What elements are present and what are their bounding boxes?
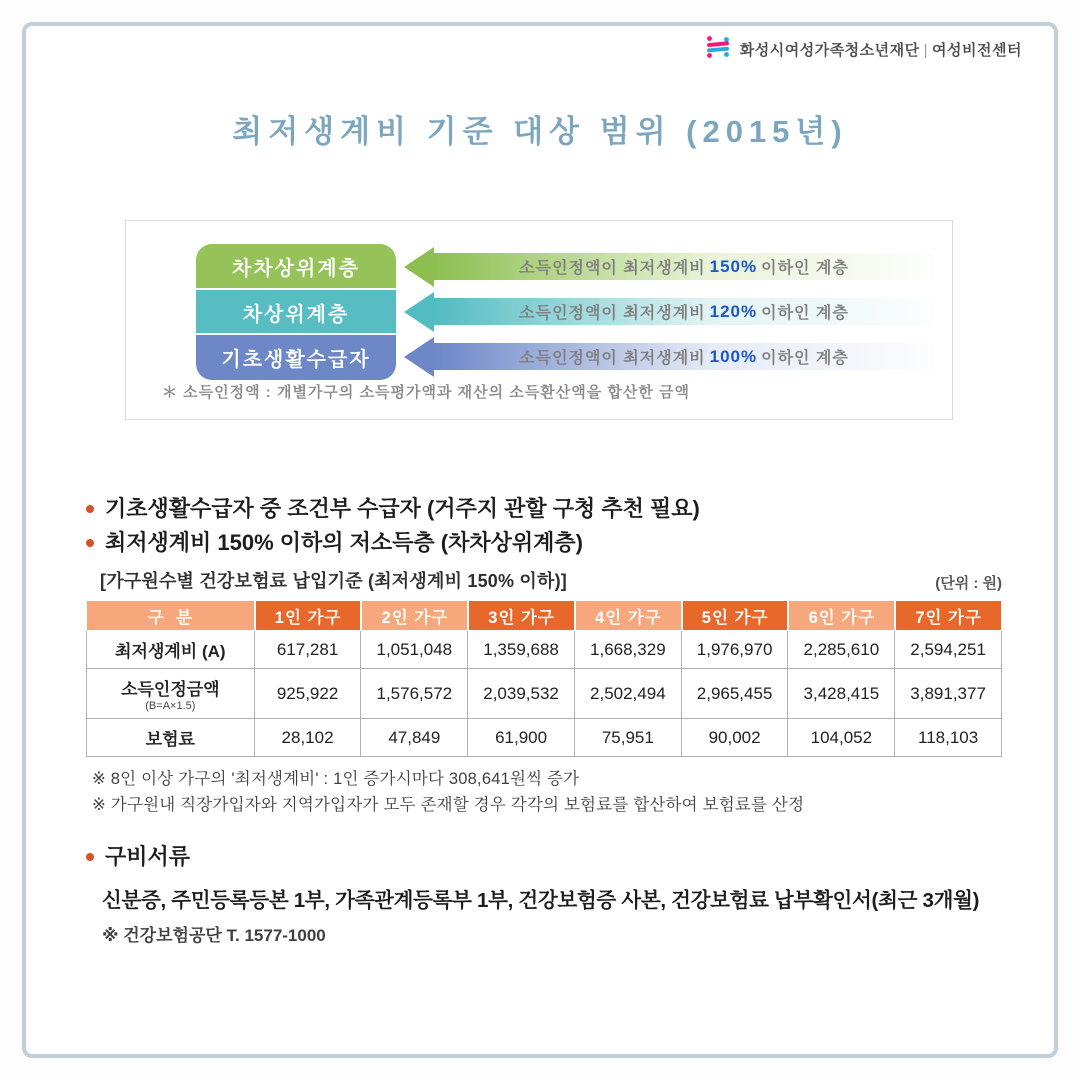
col-header-2in: 2인 가구 xyxy=(361,600,468,631)
row-label-text: 최저생계비 (A) xyxy=(115,642,226,661)
col-header-1in: 1인 가구 xyxy=(255,600,362,631)
table-notes xyxy=(86,766,1002,818)
foundation-logo-icon xyxy=(705,34,731,65)
documents-heading-line xyxy=(86,840,1002,874)
row-label-text: 소득인정금액 xyxy=(121,680,220,699)
table-caption: [가구원수별 건강보험료 납입기준 (최저생계비 150% 이하)] xyxy=(100,571,567,591)
tier-arrow-100 xyxy=(404,337,934,377)
table-cell: 90,002 xyxy=(682,719,789,757)
table-cell: 925,922 xyxy=(255,669,362,719)
required-documents-section xyxy=(86,840,1002,946)
table-cell: 2,502,494 xyxy=(575,669,682,719)
documents-heading: 구비서류 xyxy=(105,844,191,870)
bullet-text: 기초생활수급자 중 조건부 수급자 (거주지 관할 구청 추천 필요) xyxy=(105,496,700,521)
tier-row-150 xyxy=(196,244,934,289)
table-cell: 2,039,532 xyxy=(468,669,575,719)
table-cell: 61,900 xyxy=(468,719,575,757)
tier-percent-150: 150% xyxy=(709,256,758,276)
tier-row-120 xyxy=(196,289,934,334)
col-header-gubun: 구 분 xyxy=(86,600,255,631)
table-cell: 2,965,455 xyxy=(682,669,789,719)
row-label-premium xyxy=(86,719,255,757)
row-label-sub: (B=A×1.5) xyxy=(145,700,196,712)
tier-arrow-120 xyxy=(404,292,934,332)
table-cell: 1,359,688 xyxy=(468,631,575,669)
documents-list: 신분증, 주민등록등본 1부, 가족관계등록부 1부, 건강보험증 사본, 건강보험료 납부확인서(최근 3개월) xyxy=(102,889,980,913)
col-header-7in: 7인 가구 xyxy=(895,600,1002,631)
brand-separator: | xyxy=(923,42,929,59)
brand-header xyxy=(705,34,1022,65)
table-cell: 3,891,377 xyxy=(895,669,1002,719)
table-unit-label: (단위 : 원) xyxy=(935,575,1002,592)
table-cell: 1,576,572 xyxy=(361,669,468,719)
tier-row-100 xyxy=(196,334,934,379)
table-cell: 118,103 xyxy=(895,719,1002,757)
row-label-text: 보험료 xyxy=(145,730,195,750)
org-name: 화성시여성가족청소년재단 xyxy=(739,42,920,59)
documents-phone-note: ※ 건강보험공단 T. 1577-1000 xyxy=(102,926,326,946)
col-header-3in: 3인 가구 xyxy=(468,600,575,631)
table-cell: 2,285,610 xyxy=(788,631,895,669)
table-cell: 2,594,251 xyxy=(895,631,1002,669)
table-cell: 47,849 xyxy=(361,719,468,757)
insurance-table xyxy=(86,600,1002,757)
brand-text xyxy=(740,39,1022,60)
bullet-low-income xyxy=(86,526,1002,560)
table-cell: 28,102 xyxy=(255,719,362,757)
page-title: 최저생계비 기준 대상 범위 (2015년) xyxy=(232,114,848,149)
tier-desc-prefix: 소득인정액이 최저생계비 xyxy=(519,350,706,367)
tier-label-chasangwi: 차상위계층 xyxy=(196,288,396,335)
row-label-recognized-income xyxy=(86,669,255,719)
row-label-minimum-cost xyxy=(86,631,255,669)
tier-rows xyxy=(196,244,934,379)
table-caption-row xyxy=(100,567,1002,593)
tier-desc-120 xyxy=(434,298,934,325)
bullet-text: 최저생계비 150% 이하의 저소득층 (차차상위계층) xyxy=(105,530,583,555)
tier-percent-100: 100% xyxy=(709,346,758,366)
left-arrow-icon xyxy=(404,247,434,287)
left-arrow-icon xyxy=(404,337,434,377)
col-header-6in: 6인 가구 xyxy=(788,600,895,631)
main-content xyxy=(86,492,1002,946)
tier-desc-prefix: 소득인정액이 최저생계비 xyxy=(519,260,706,277)
page-card xyxy=(22,22,1058,1058)
income-recognition-footnote: ＊ 소득인정액 : 개별가구의 소득평가액과 재산의 소득환산액을 합산한 금액 xyxy=(162,384,691,401)
left-arrow-icon xyxy=(404,292,434,332)
tier-diagram xyxy=(125,220,953,420)
table-cell: 3,428,415 xyxy=(788,669,895,719)
tier-desc-suffix: 이하인 계층 xyxy=(761,260,849,277)
bullet-conditional-recipient xyxy=(86,492,1002,526)
table-note-combined-premium: ※ 가구원내 직장가입자와 지역가입자가 모두 존재할 경우 각각의 보험료를 합산하여 보험료를 산정 xyxy=(92,796,805,815)
table-cell: 1,976,970 xyxy=(682,631,789,669)
tier-percent-120: 120% xyxy=(709,301,758,321)
center-name: 여성비전센터 xyxy=(932,42,1022,59)
tier-desc-150 xyxy=(434,253,934,280)
tier-desc-suffix: 이하인 계층 xyxy=(761,350,849,367)
table-cell: 75,951 xyxy=(575,719,682,757)
tier-label-gicho: 기초생활수급자 xyxy=(196,333,396,380)
table-note-8in: ※ 8인 이상 가구의 '최저생계비' : 1인 증가시마다 308,641원씩 증가 xyxy=(92,770,580,789)
table-cell: 1,668,329 xyxy=(575,631,682,669)
table-cell: 104,052 xyxy=(788,719,895,757)
tier-desc-100 xyxy=(434,343,934,370)
table-cell: 617,281 xyxy=(255,631,362,669)
bullet-dot-icon xyxy=(86,853,94,861)
table-cell: 1,051,048 xyxy=(361,631,468,669)
col-header-5in: 5인 가구 xyxy=(682,600,789,631)
tier-desc-suffix: 이하인 계층 xyxy=(761,305,849,322)
tier-desc-prefix: 소득인정액이 최저생계비 xyxy=(519,305,706,322)
col-header-4in: 4인 가구 xyxy=(575,600,682,631)
tier-label-chachasangwi: 차차상위계층 xyxy=(196,244,396,289)
tier-arrow-150 xyxy=(404,247,934,287)
bullet-dot-icon xyxy=(86,539,94,547)
bullet-dot-icon xyxy=(86,505,94,513)
